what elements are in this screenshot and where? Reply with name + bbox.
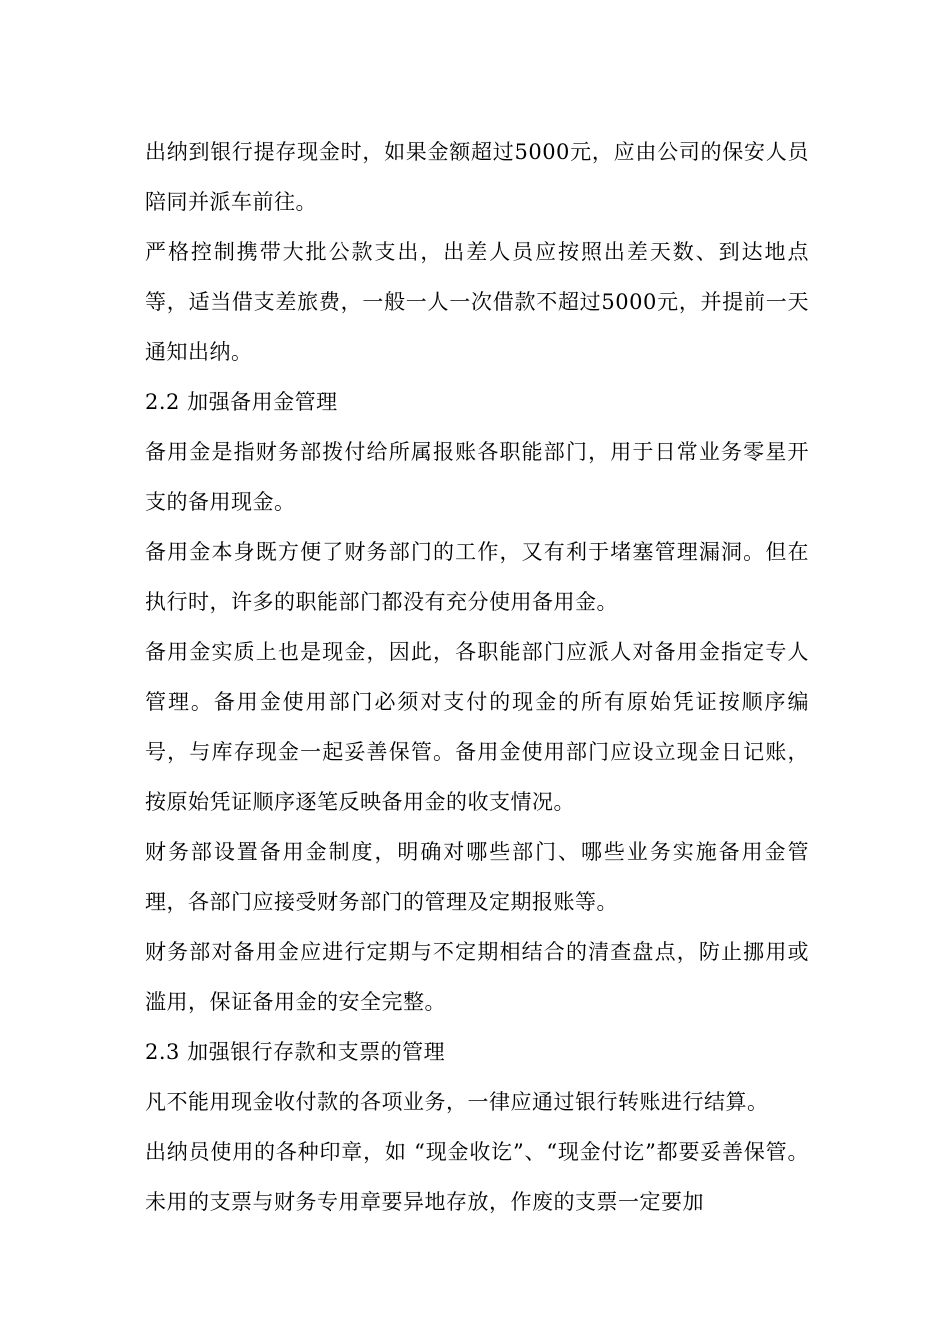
- section-heading-bank-checks: 2.3 加强银行存款和支票的管理: [145, 1040, 446, 1064]
- paragraph-cash-withdrawal: 出纳到银行提存现金时，如果金额超过5000元，应由公司的保安人员陪同并派车前往。: [145, 140, 809, 214]
- paragraph-petty-cash-audit: 财务部对备用金应进行定期与不定期相结合的清查盘点，防止挪用或滥用，保证备用金的安全完整。: [145, 940, 809, 1014]
- paragraph-petty-cash-custody: 备用金实质上也是现金，因此，各职能部门应派人对备用金指定专人管理。备用金使用部门必须对支付的现金的所有原始凭证按顺序编号，与库存现金一起妥善保管。备用金使用部门应设立现金日记账，按原始凭证顺序逐笔反映备用金的收支情况。: [145, 640, 809, 814]
- paragraph-seal-custody: 出纳员使用的各种印章，如 “现金收讫”、“现金付讫”都要妥善保管。未用的支票与财务专用章要异地存放，作废的支票一定要加: [145, 1140, 809, 1214]
- paragraph-bank-transfer: 凡不能用现金收付款的各项业务，一律应通过银行转账进行结算。: [145, 1090, 769, 1114]
- paragraph-petty-cash-definition: 备用金是指财务部拨付给所属报账各职能部门，用于日常业务零星开支的备用现金。: [145, 440, 809, 514]
- paragraph-petty-cash-benefits: 备用金本身既方便了财务部门的工作，又有利于堵塞管理漏洞。但在执行时，许多的职能部门都没有充分使用备用金。: [145, 540, 809, 614]
- section-heading-petty-cash: 2.2 加强备用金管理: [145, 390, 338, 414]
- document-page: [145, 127, 809, 1227]
- paragraph-petty-cash-system: 财务部设置备用金制度，明确对哪些部门、哪些业务实施备用金管理，各部门应接受财务部门的管理及定期报账等。: [145, 840, 809, 914]
- paragraph-travel-advance: 严格控制携带大批公款支出，出差人员应按照出差天数、到达地点等，适当借支差旅费，一般一人一次借款不超过5000元，并提前一天通知出纳。: [145, 240, 809, 364]
